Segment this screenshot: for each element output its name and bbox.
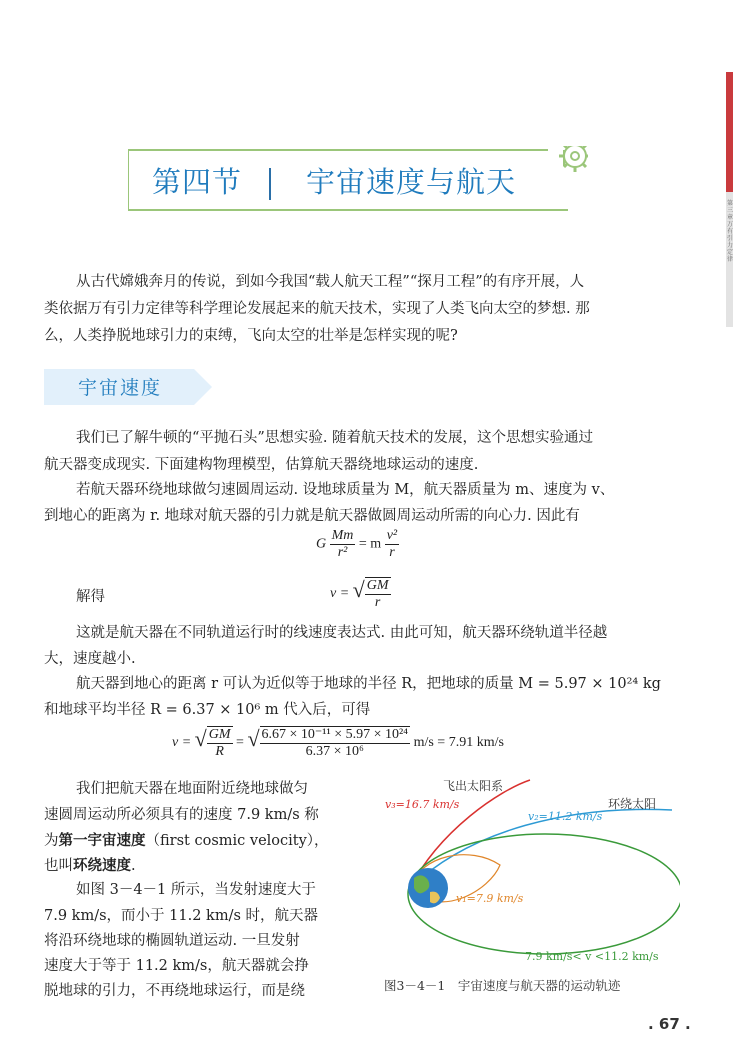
- section-number: 第四节: [152, 165, 243, 199]
- formula-gravitation: G $\frac{Mm}{\text{r²}}$ = m $\frac{\text{v²}}{r}$: [316, 528, 398, 560]
- formula-velocity: v = √ $\frac{GM}{r}$: [330, 577, 389, 610]
- chapter-tab-marker: [726, 72, 733, 192]
- body-line: 若航天器环绕地球做匀速圆周运动. 设地球质量为 M，航天器质量为 m、速度为 v、: [76, 482, 615, 498]
- solve-label: 解得: [76, 589, 105, 605]
- chapter-tab-text: 第三章 万有引力定律: [727, 200, 733, 263]
- body-line: 和地球平均半径 R = 6.37 × 10⁶ m 代入后，可得: [44, 702, 371, 718]
- body-line: 如图 3－4－1 所示，当发射速度大于: [76, 882, 316, 898]
- section-name: 宇宙速度与航天: [306, 165, 517, 199]
- svg-text:v₃=16.7 km/s: v₃=16.7 km/s: [385, 798, 460, 811]
- body-line: 速圆周运动所必须具有的速度 7.9 km/s 称: [44, 807, 319, 823]
- body-line: 速度大于等于 11.2 km/s，航天器就会挣: [44, 958, 309, 974]
- body-line: 7.9 km/s，而小于 11.2 km/s 时，航天器: [44, 908, 319, 924]
- svg-text:飞出太阳系: 飞出太阳系: [443, 779, 504, 793]
- body-line: 也叫环绕速度.: [44, 857, 136, 874]
- cosmic-velocity-figure: [380, 770, 680, 970]
- intro-line-1: 从古代嫦娥奔月的传说，到如今我国“载人航天工程”“探月工程”的有序开展，人: [76, 274, 585, 290]
- body-line: 将沿环绕地球的椭圆轨道运动. 一旦发射: [44, 933, 300, 949]
- body-line: 这就是航天器在不同轨道运行时的线速度表达式. 由此可知，航天器环绕轨道半径越: [76, 625, 608, 641]
- intro-line-2: 类依据万有引力定律等科学理论发展起来的航天技术，实现了人类飞向太空的梦想. 那: [44, 301, 590, 317]
- intro-line-3: 么，人类挣脱地球引力的束缚，飞向太空的壮举是怎样实现的呢?: [44, 328, 458, 344]
- body-line: 我们把航天器在地面附近绕地球做匀: [76, 781, 308, 797]
- svg-text:v₁=7.9 km/s: v₁=7.9 km/s: [456, 892, 524, 905]
- formula-first-cosmic-velocity: v = √ $\frac{GM}{R}$ = √ $\frac{\text{6.67 × 10⁻¹¹ × 5.97 × 10²⁴}}{\text{6.37 × 10⁶}}$ m/s = 7.91 km/s: [172, 726, 504, 759]
- elliptical-orbit: [408, 834, 680, 954]
- earth-icon: [408, 868, 448, 908]
- svg-text:环绕太阳: 环绕太阳: [608, 797, 657, 811]
- term-first-cosmic-velocity: 第一宇宙速度: [58, 832, 146, 849]
- figure-caption: 图3－4－1 宇宙速度与航天器的运动轨迹: [384, 978, 621, 993]
- body-line: 我们已了解牛顿的“平抛石头”思想实验. 随着航天技术的发展，这个思想实验通过: [76, 430, 594, 446]
- subsection-title: 宇宙速度: [78, 377, 163, 399]
- svg-text:v₂=11.2 km/s: v₂=11.2 km/s: [528, 810, 603, 823]
- title-divider: [269, 168, 271, 200]
- body-line: 航天器到地心的距离 r 可认为近似等于地球的半径 R，把地球的质量 M = 5.97 × 10²⁴ kg: [76, 676, 661, 692]
- body-line: 为第一宇宙速度（first cosmic velocity），: [44, 832, 329, 849]
- term-orbital-velocity: 环绕速度: [73, 857, 131, 874]
- body-line: 脱地球的引力，不再绕地球运行，而是绕: [44, 983, 305, 999]
- page-number: . 67 .: [648, 1015, 691, 1033]
- subsection-header: [44, 369, 214, 405]
- body-line: 航天器变成现实. 下面建构物理模型，估算航天器绕地球运动的速度.: [44, 457, 479, 473]
- body-line: 大，速度越小.: [44, 651, 136, 667]
- body-line: 到地心的距离为 r. 地球对航天器的引力就是航天器做圆周运动所需的向心力. 因此有: [44, 508, 580, 524]
- svg-text:7.9 km/s< v <11.2 km/s: 7.9 km/s< v <11.2 km/s: [525, 950, 659, 963]
- section-title-banner: [128, 146, 578, 216]
